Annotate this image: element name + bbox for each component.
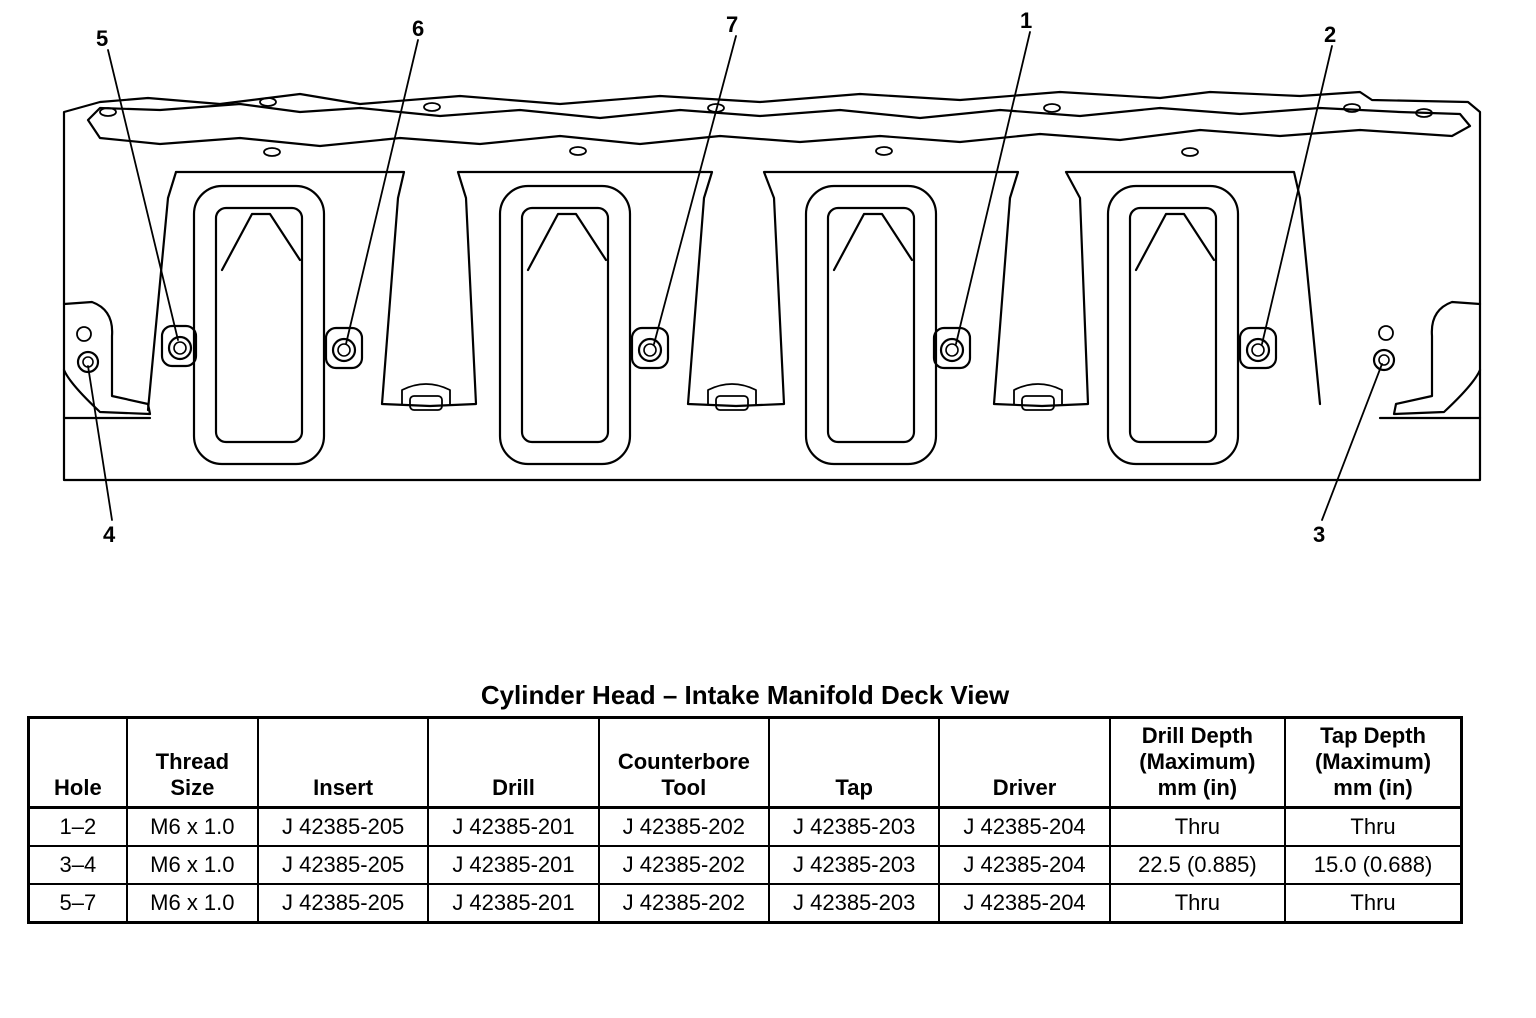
table-header-row [29, 718, 1462, 808]
bolt-hole-2 [1240, 328, 1276, 368]
cell-tap: J 42385-203 [769, 846, 939, 884]
cell-drill-depth: Thru [1110, 808, 1285, 847]
cell-hole: 5–7 [29, 884, 127, 923]
cell-drill: J 42385-201 [428, 846, 598, 884]
cell-drill: J 42385-201 [428, 884, 598, 923]
leader-line-1 [956, 32, 1030, 344]
intake-port-2 [500, 186, 630, 464]
bolt-hole-6 [326, 328, 362, 368]
header-tap: Tap [769, 718, 939, 808]
cell-tap-depth: Thru [1285, 884, 1461, 923]
cell-drill: J 42385-201 [428, 808, 598, 847]
table-title: Cylinder Head – Intake Manifold Deck View [480, 680, 1010, 710]
bolt-hole-5 [162, 326, 196, 366]
bolt-hole-3 [1374, 350, 1394, 370]
cell-driver: J 42385-204 [939, 808, 1109, 847]
callout-7: 7 [726, 12, 739, 37]
callout-3: 3 [1313, 522, 1326, 547]
header-thread-size: Thread Size [127, 718, 258, 808]
bolt-hole-7 [632, 328, 668, 368]
rail-bolt-holes [100, 98, 1432, 156]
leader-line-5 [108, 50, 178, 340]
table-row [29, 884, 1462, 923]
cell-thread-size: M6 x 1.0 [127, 884, 258, 923]
specification-table [27, 716, 1463, 924]
cell-driver: J 42385-204 [939, 884, 1109, 923]
header-insert: Insert [258, 718, 428, 808]
cell-driver: J 42385-204 [939, 846, 1109, 884]
cell-insert: J 42385-205 [258, 846, 428, 884]
leader-lines [88, 32, 1382, 520]
cell-counterbore-tool: J 42385-202 [599, 846, 769, 884]
cell-thread-size: M6 x 1.0 [127, 846, 258, 884]
leader-line-4 [88, 366, 112, 520]
bolt-hole-1 [934, 328, 970, 368]
callout-4: 4 [103, 522, 116, 547]
leader-line-7 [654, 36, 736, 344]
header-drill: Drill [428, 718, 598, 808]
cell-drill-depth: Thru [1110, 884, 1285, 923]
callout-6: 6 [412, 16, 425, 41]
table-row [29, 808, 1462, 847]
cell-tap: J 42385-203 [769, 884, 939, 923]
callout-2: 2 [1324, 22, 1337, 47]
header-drill-depth: Drill Depth (Maximum) mm (in) [1110, 718, 1285, 808]
intake-port-3 [806, 186, 936, 464]
intake-port-4 [1108, 186, 1238, 464]
cell-hole: 3–4 [29, 846, 127, 884]
callout-1: 1 [1020, 8, 1033, 33]
cell-hole: 1–2 [29, 808, 127, 847]
header-tap-depth: Tap Depth (Maximum) mm (in) [1285, 718, 1461, 808]
cell-counterbore-tool: J 42385-202 [599, 884, 769, 923]
cell-tap-depth: 15.0 (0.688) [1285, 846, 1461, 884]
cell-counterbore-tool: J 42385-202 [599, 808, 769, 847]
intake-port-1 [194, 186, 324, 464]
cell-insert: J 42385-205 [258, 884, 428, 923]
cell-tap-depth: Thru [1285, 808, 1461, 847]
cell-tap: J 42385-203 [769, 808, 939, 847]
left-end-boss [64, 302, 150, 414]
leader-line-6 [346, 40, 418, 344]
callout-5: 5 [96, 26, 109, 51]
leader-line-3 [1322, 364, 1382, 520]
header-hole: Hole [29, 718, 127, 808]
cell-thread-size: M6 x 1.0 [127, 808, 258, 847]
table-row [29, 846, 1462, 884]
cell-drill-depth: 22.5 (0.885) [1110, 846, 1285, 884]
head-body-outline [64, 92, 1480, 480]
callout-labels [96, 8, 1336, 547]
leader-line-2 [1262, 46, 1332, 344]
header-driver: Driver [939, 718, 1109, 808]
cell-insert: J 42385-205 [258, 808, 428, 847]
header-counterbore-tool: Counterbore Tool [599, 718, 769, 808]
